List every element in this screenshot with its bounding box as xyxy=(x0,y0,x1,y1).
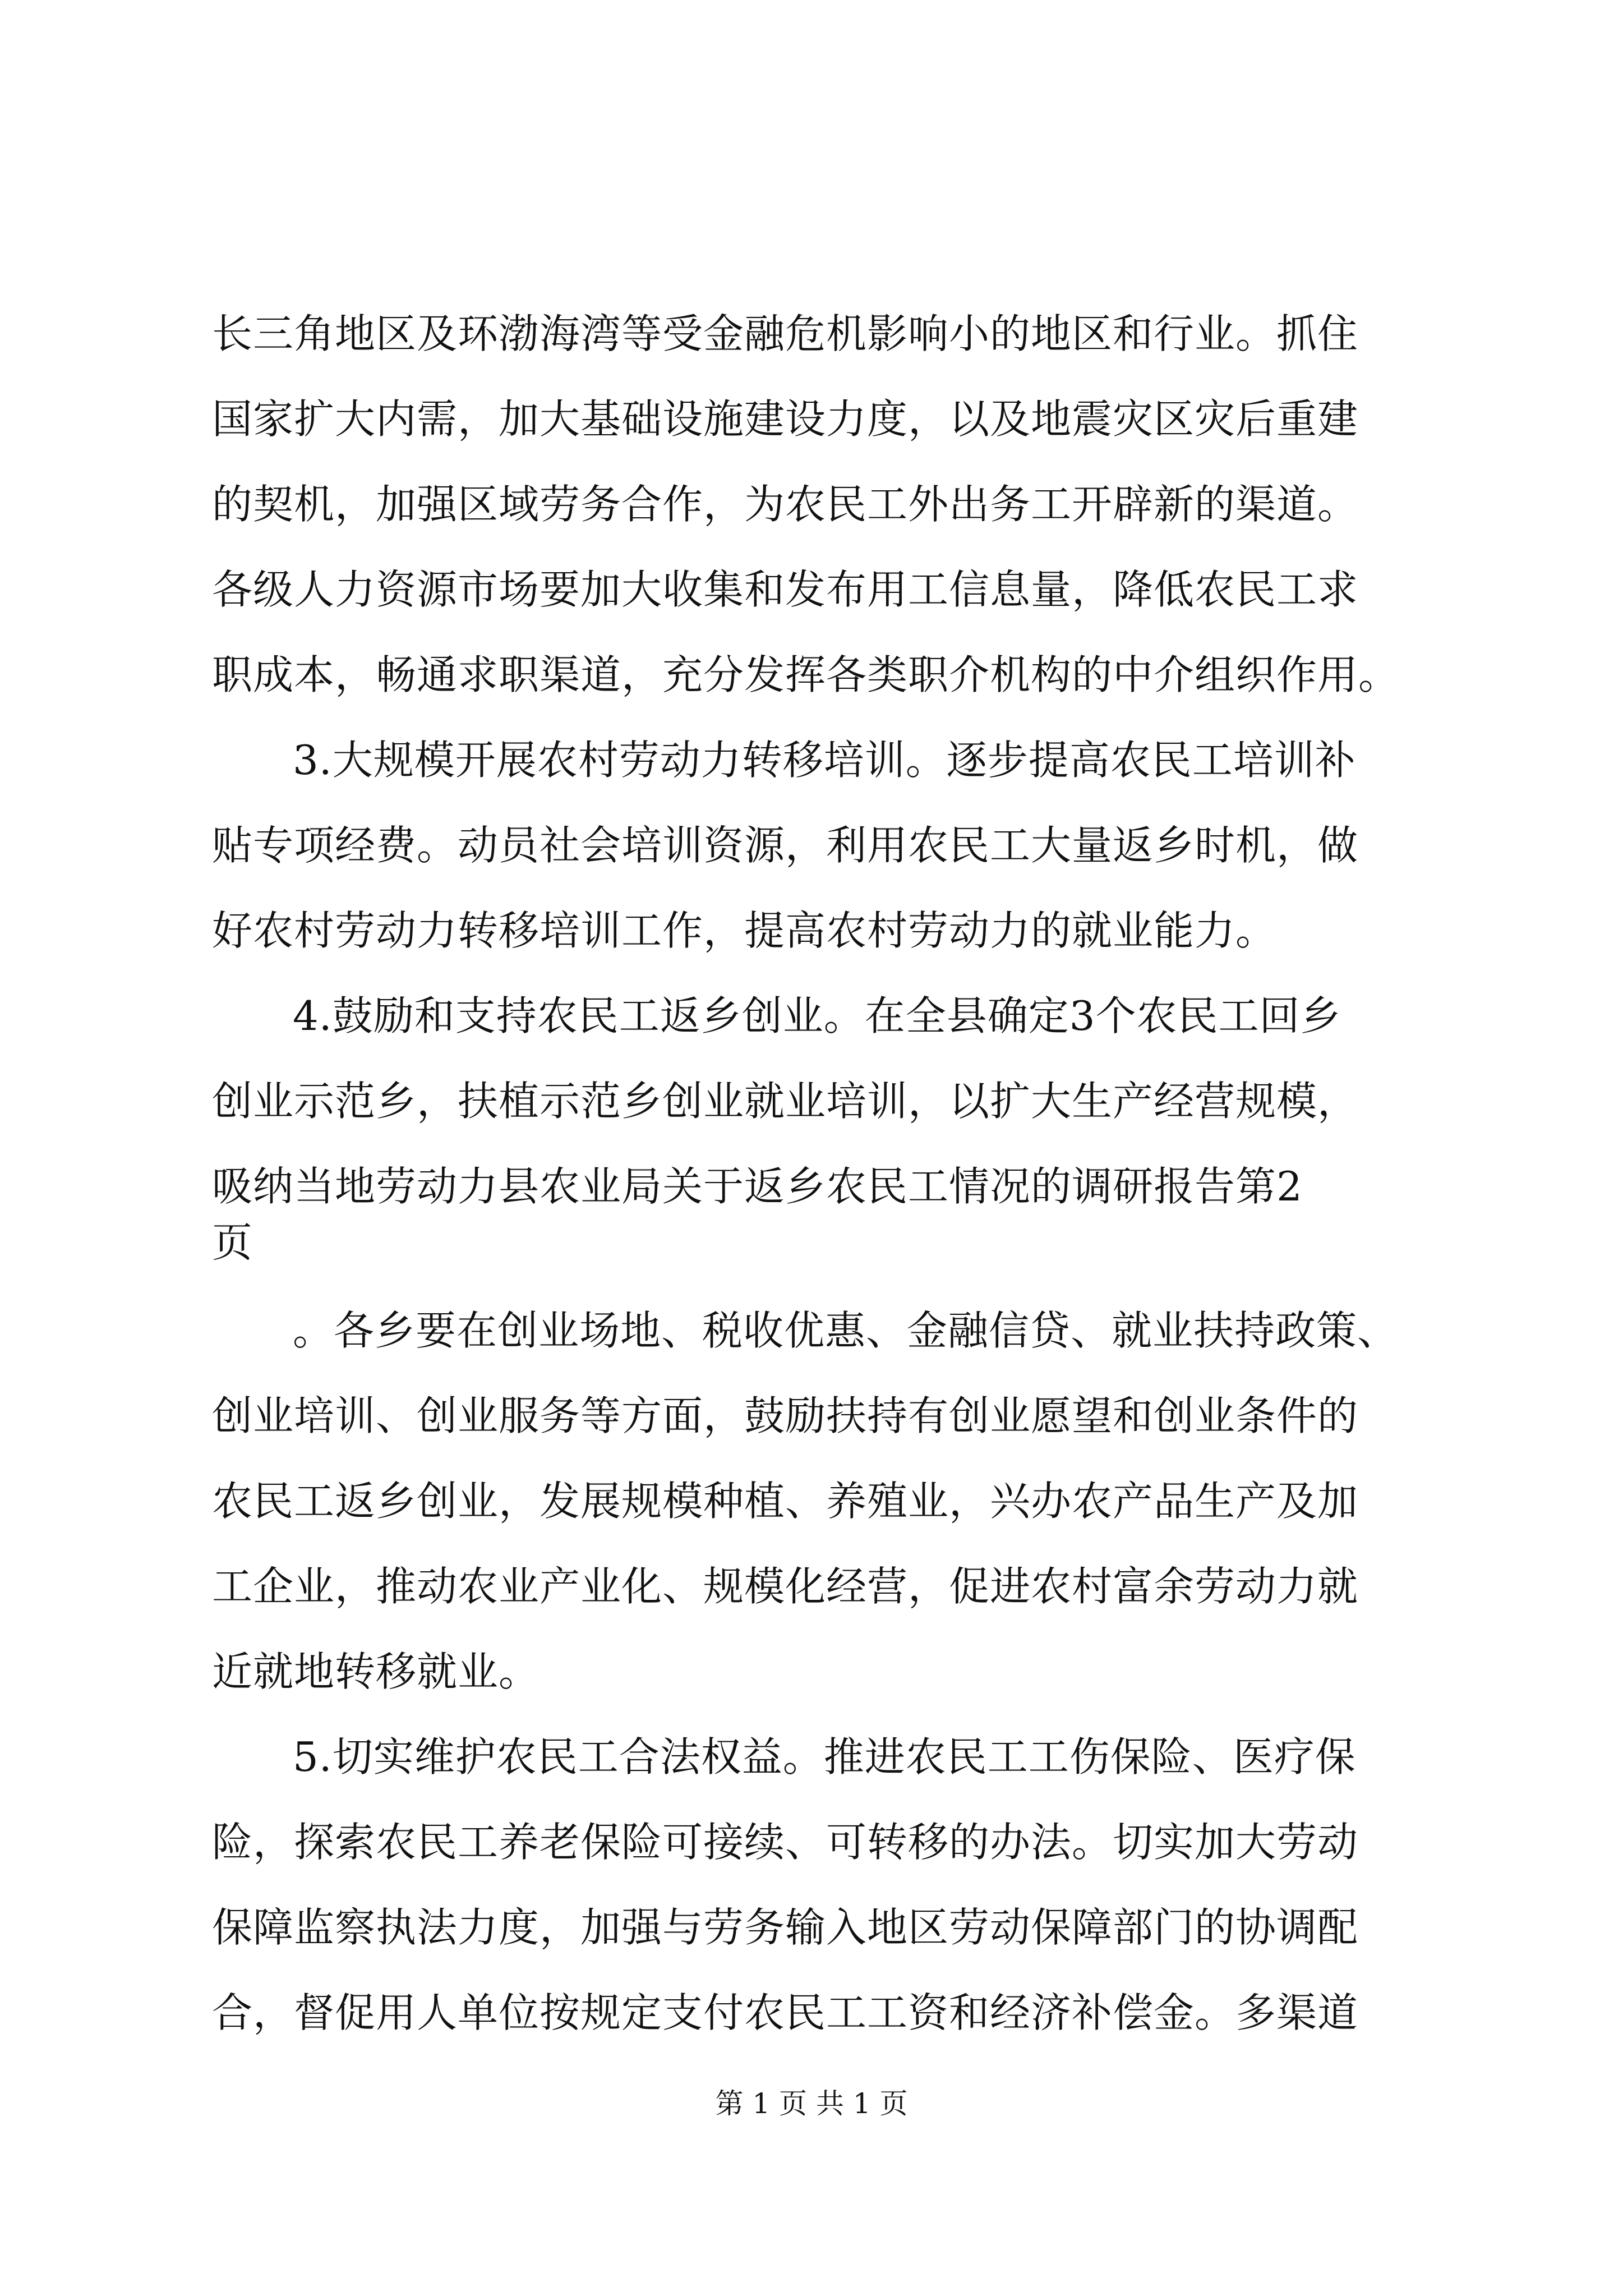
body-text-line: 近就地转移就业。 xyxy=(212,1648,540,1695)
body-text-line: 创业示范乡，扶植示范乡创业就业培训，以扩大生产经营规模， xyxy=(212,1078,1359,1125)
body-text-line: 工企业，推动农业产业化、规模化经营，促进农村富余劳动力就 xyxy=(212,1563,1359,1610)
body-text-line: 职成本，畅通求职渠道，充分发挥各类职介机构的中介组织作用。 xyxy=(212,651,1400,698)
paragraph-4-heading-line: 4.鼓励和支持农民工返乡创业。在全县确定3个农民工回乡 xyxy=(293,992,1341,1039)
body-text-line: 长三角地区及环渤海湾等受金融危机影响小的地区和行业。抓住 xyxy=(212,310,1359,357)
body-text-line: 创业培训、创业服务等方面，鼓励扶持有创业愿望和创业条件的 xyxy=(212,1392,1359,1439)
body-text-line: 险，探索农民工养老保险可接续、可转移的办法。切实加大劳动 xyxy=(212,1819,1359,1866)
paragraph-5-heading-line: 5.切实维护农民工合法权益。推进农民工工伤保险、医疗保 xyxy=(293,1733,1356,1780)
body-text-line: 国家扩大内需，加大基础设施建设力度，以及地震灾区灾后重建 xyxy=(212,395,1359,443)
body-text-line: 页 xyxy=(212,1219,253,1266)
body-text-line: 的契机，加强区域劳务合作，为农民工外出务工开辟新的渠道。 xyxy=(212,481,1359,528)
body-text-line: 农民工返乡创业，发展规模种植、养殖业，兴办农产品生产及加 xyxy=(212,1478,1359,1525)
body-text-line: 保障监察执法力度，加强与劳务输入地区劳动保障部门的协调配 xyxy=(212,1904,1359,1951)
body-text-line: 各级人力资源市场要加大收集和发布用工信息量，降低农民工求 xyxy=(212,566,1359,613)
body-text-line: 贴专项经费。动员社会培训资源，利用农民工大量返乡时机，做 xyxy=(212,822,1359,869)
body-text-line: 。各乡要在创业场地、税收优惠、金融信贷、就业扶持政策、 xyxy=(293,1307,1399,1354)
body-text-line: 吸纳当地劳动力县农业局关于返乡农民工情况的调研报告第2 xyxy=(212,1163,1303,1210)
body-text-line: 好农村劳动力转移培训工作，提高农村劳动力的就业能力。 xyxy=(212,907,1277,954)
paragraph-3-heading-line: 3.大规模开展农村劳动力转移培训。逐步提高农民工培训补 xyxy=(293,737,1356,784)
body-text-line: 合，督促用人单位按规定支付农民工工资和经济补偿金。多渠道 xyxy=(212,1989,1359,2036)
page-footer: 第 1 页 共 1 页 xyxy=(715,2087,908,2120)
